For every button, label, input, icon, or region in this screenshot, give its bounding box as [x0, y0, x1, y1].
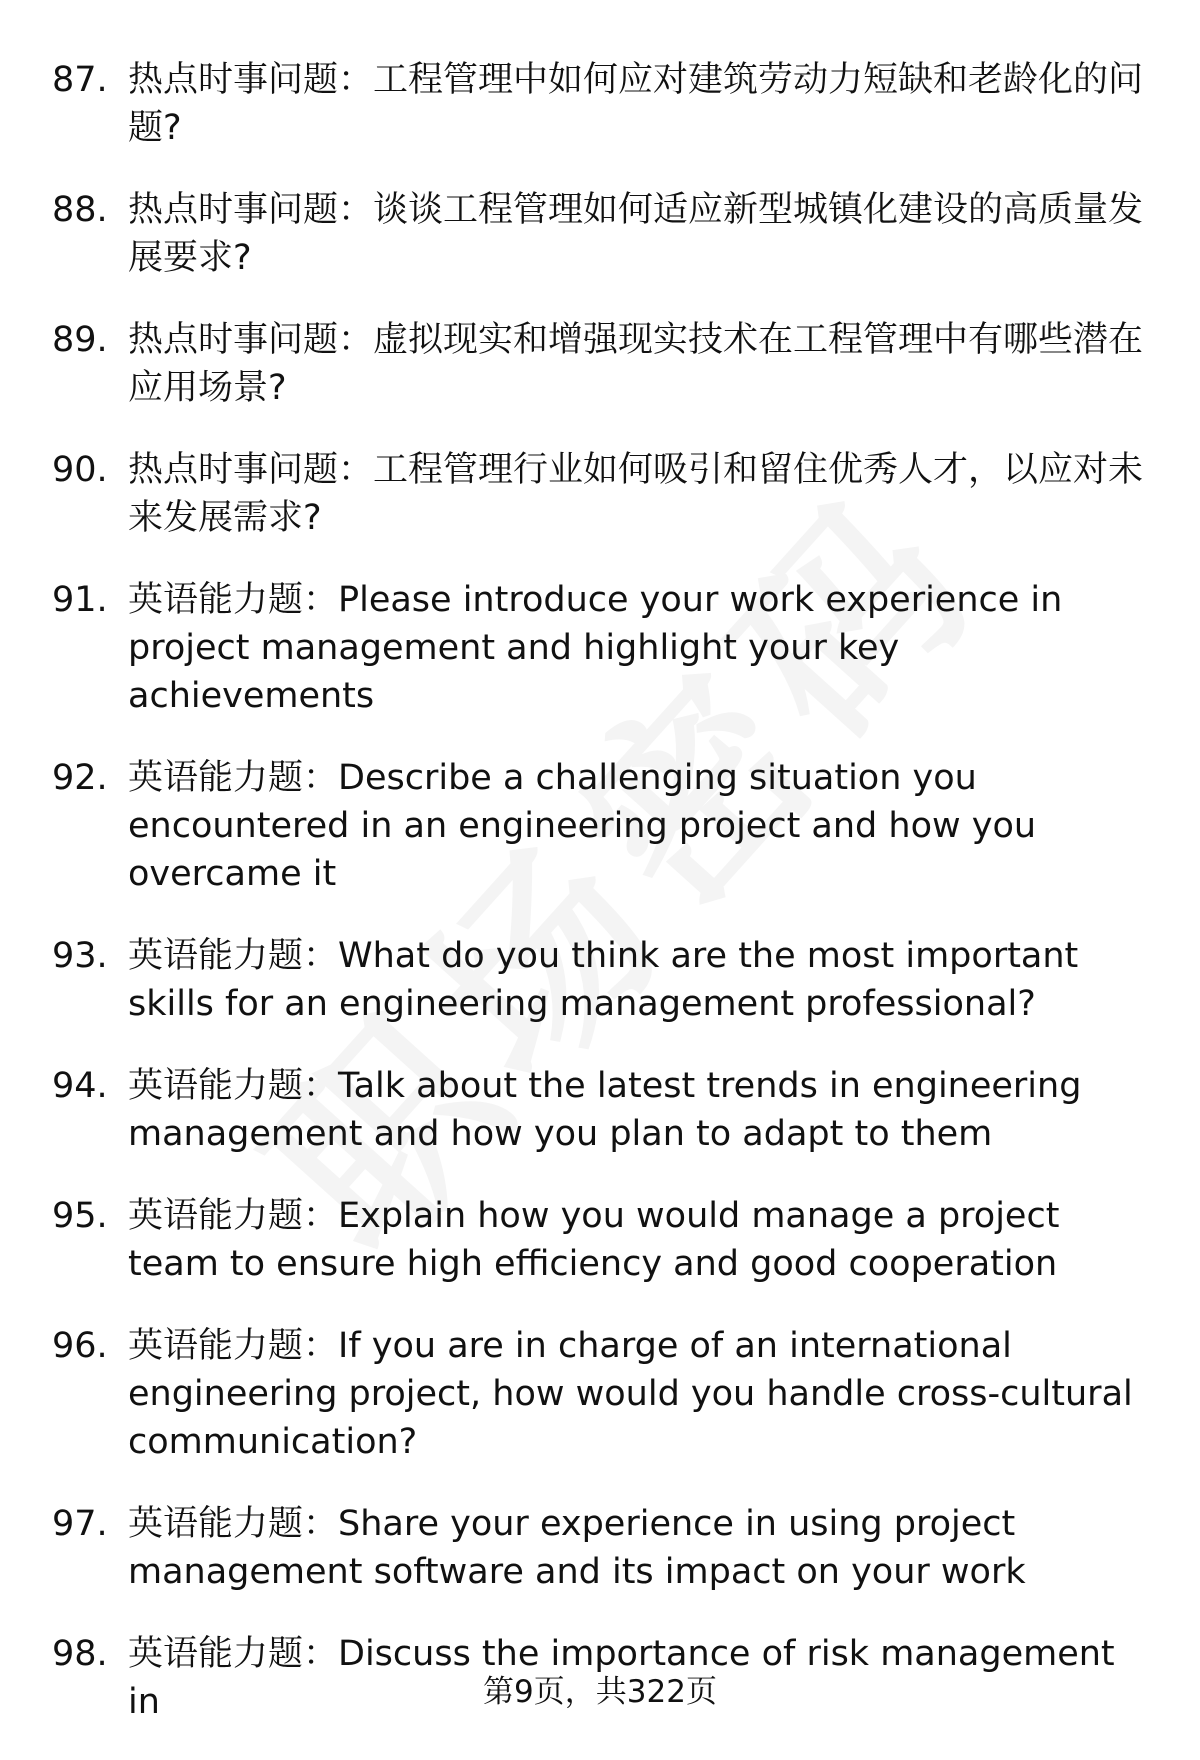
- question-list: [0, 56, 1200, 1760]
- question-item-95: [0, 1192, 1200, 1288]
- question-number: 88.: [52, 190, 108, 230]
- question-text: 英语能力题：If you are in charge of an international engineering project, how would you handle cross-cultural communication?: [128, 1326, 1133, 1462]
- question-item-94: [0, 1062, 1200, 1158]
- question-item-88: [0, 186, 1200, 282]
- question-number: 92.: [52, 758, 108, 798]
- question-item-87: [0, 56, 1200, 152]
- question-text: 英语能力题：What do you think are the most important skills for an engineering management professional?: [128, 936, 1079, 1024]
- question-text: 英语能力题：Discuss the importance of risk management in: [128, 1634, 1115, 1722]
- question-number: 96.: [52, 1326, 108, 1366]
- question-item-93: [0, 932, 1200, 1028]
- question-number: 90.: [52, 450, 108, 490]
- question-item-89: [0, 316, 1200, 412]
- question-number: 95.: [52, 1196, 108, 1236]
- question-number: 97.: [52, 1504, 108, 1544]
- question-item-91: [0, 576, 1200, 720]
- question-number: 98.: [52, 1634, 108, 1674]
- question-item-96: [0, 1322, 1200, 1466]
- question-text: 热点时事问题：工程管理行业如何吸引和留住优秀人才，以应对未来发展需求?: [128, 450, 1144, 538]
- question-text: 热点时事问题：工程管理中如何应对建筑劳动力短缺和老龄化的问题?: [128, 60, 1144, 148]
- question-number: 94.: [52, 1066, 108, 1106]
- question-text: 热点时事问题：谈谈工程管理如何适应新型城镇化建设的高质量发展要求?: [128, 190, 1144, 278]
- question-text: 英语能力题：Talk about the latest trends in engineering management and how you plan to adapt to them: [128, 1066, 1082, 1154]
- question-item-92: [0, 754, 1200, 898]
- question-text: 热点时事问题：虚拟现实和增强现实技术在工程管理中有哪些潜在应用场景?: [128, 320, 1144, 408]
- page-footer: 第9页，共322页: [483, 1674, 717, 1710]
- question-number: 87.: [52, 60, 108, 100]
- question-item-97: [0, 1500, 1200, 1596]
- question-text: 英语能力题：Share your experience in using project management software and its impact on your work: [128, 1504, 1026, 1592]
- question-item-90: [0, 446, 1200, 542]
- question-number: 93.: [52, 936, 108, 976]
- question-number: 91.: [52, 580, 108, 620]
- question-text: 英语能力题：Describe a challenging situation you encountered in an engineering project and how you overcame it: [128, 758, 1037, 894]
- question-number: 89.: [52, 320, 108, 360]
- question-text: 英语能力题：Please introduce your work experience in project management and highlight your key achievements: [128, 580, 1063, 716]
- question-text: 英语能力题：Explain how you would manage a project team to ensure high efficiency and good cooperation: [128, 1196, 1060, 1284]
